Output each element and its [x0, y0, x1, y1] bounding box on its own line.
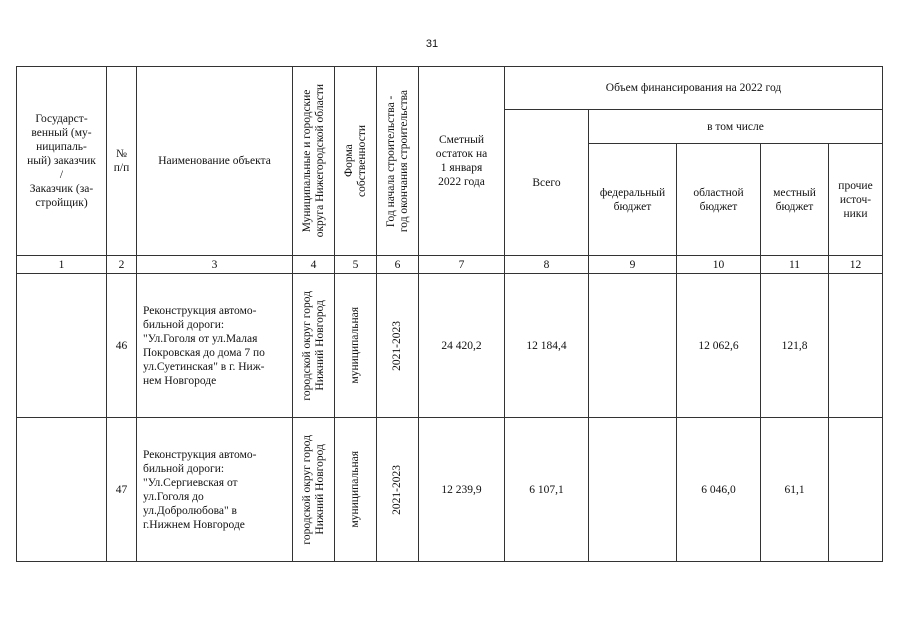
cell-local: 121,8: [761, 274, 829, 418]
column-number: 8: [505, 256, 589, 274]
cell-other: [829, 274, 883, 418]
column-number: 3: [137, 256, 293, 274]
cell-ownership-text: муниципальная: [349, 307, 361, 384]
header-estimate: Сметный остаток на 1 января 2022 года: [419, 67, 505, 256]
cell-number: 46: [107, 274, 137, 418]
column-number: 11: [761, 256, 829, 274]
table-row: [17, 418, 883, 562]
header-regional: областной бюджет: [677, 144, 761, 256]
column-number: 6: [377, 256, 419, 274]
header-object-name: Наименование объекта: [137, 67, 293, 256]
cell-estimate: 24 420,2: [419, 274, 505, 418]
header-funding: Объем финансирования на 2022 год: [505, 67, 883, 110]
column-number: 4: [293, 256, 335, 274]
cell-customer: [17, 274, 107, 418]
column-number: 7: [419, 256, 505, 274]
header-years-text: Год начала строительства - год окончания строительства: [384, 89, 410, 233]
column-number: 12: [829, 256, 883, 274]
column-number: 10: [677, 256, 761, 274]
cell-municipality-text: городской округ город Нижний Новгород: [300, 434, 326, 545]
column-number: 1: [17, 256, 107, 274]
cell-municipality: [293, 274, 335, 418]
financing-table: [16, 66, 883, 562]
header-years: [377, 67, 419, 256]
cell-municipality-text: городской округ город Нижний Новгород: [300, 290, 326, 401]
cell-ownership: [335, 418, 377, 562]
cell-object: Реконструкция автомо- бильной дороги: "Ул.Гоголя от ул.Малая Покровская до дома 7 по ул.Суетинская" в г. Ниж- нем Новгороде: [137, 274, 293, 418]
header-total: Всего: [505, 110, 589, 256]
cell-object: Реконструкция автомо- бильной дороги: "Ул.Сергиевская от ул.Гоголя до ул.Добролюбова" в г.Нижнем Новгороде: [137, 418, 293, 562]
cell-regional: 6 046,0: [677, 418, 761, 562]
cell-customer: [17, 418, 107, 562]
column-number: 5: [335, 256, 377, 274]
cell-years: [377, 418, 419, 562]
table-row: [17, 274, 883, 418]
page-number: 31: [425, 38, 439, 50]
column-number: 9: [589, 256, 677, 274]
header-federal: федеральный бюджет: [589, 144, 677, 256]
cell-ownership: [335, 274, 377, 418]
cell-federal: [589, 274, 677, 418]
cell-other: [829, 418, 883, 562]
cell-estimate: 12 239,9: [419, 418, 505, 562]
header-ownership-text: Форма собственности: [342, 125, 368, 197]
header-local: местный бюджет: [761, 144, 829, 256]
header-number: № п/п: [107, 67, 137, 256]
header-municipality-text: Муниципальные и городские округа Нижегородской области: [300, 84, 326, 238]
header-including: в том числе: [589, 110, 883, 144]
cell-years-text: 2021-2023: [391, 464, 403, 515]
cell-years-text: 2021-2023: [391, 320, 403, 371]
cell-municipality: [293, 418, 335, 562]
cell-total: 6 107,1: [505, 418, 589, 562]
header-other: прочие источ- ники: [829, 144, 883, 256]
header-municipality: [293, 67, 335, 256]
column-number: 2: [107, 256, 137, 274]
column-number-row: [17, 256, 883, 274]
cell-regional: 12 062,6: [677, 274, 761, 418]
cell-years: [377, 274, 419, 418]
cell-ownership-text: муниципальная: [349, 451, 361, 528]
cell-total: 12 184,4: [505, 274, 589, 418]
cell-federal: [589, 418, 677, 562]
cell-number: 47: [107, 418, 137, 562]
header-customer: Государст- венный (му- ниципаль- ный) заказчик / Заказчик (за- стройщик): [17, 67, 107, 256]
cell-local: 61,1: [761, 418, 829, 562]
header-ownership: [335, 67, 377, 256]
